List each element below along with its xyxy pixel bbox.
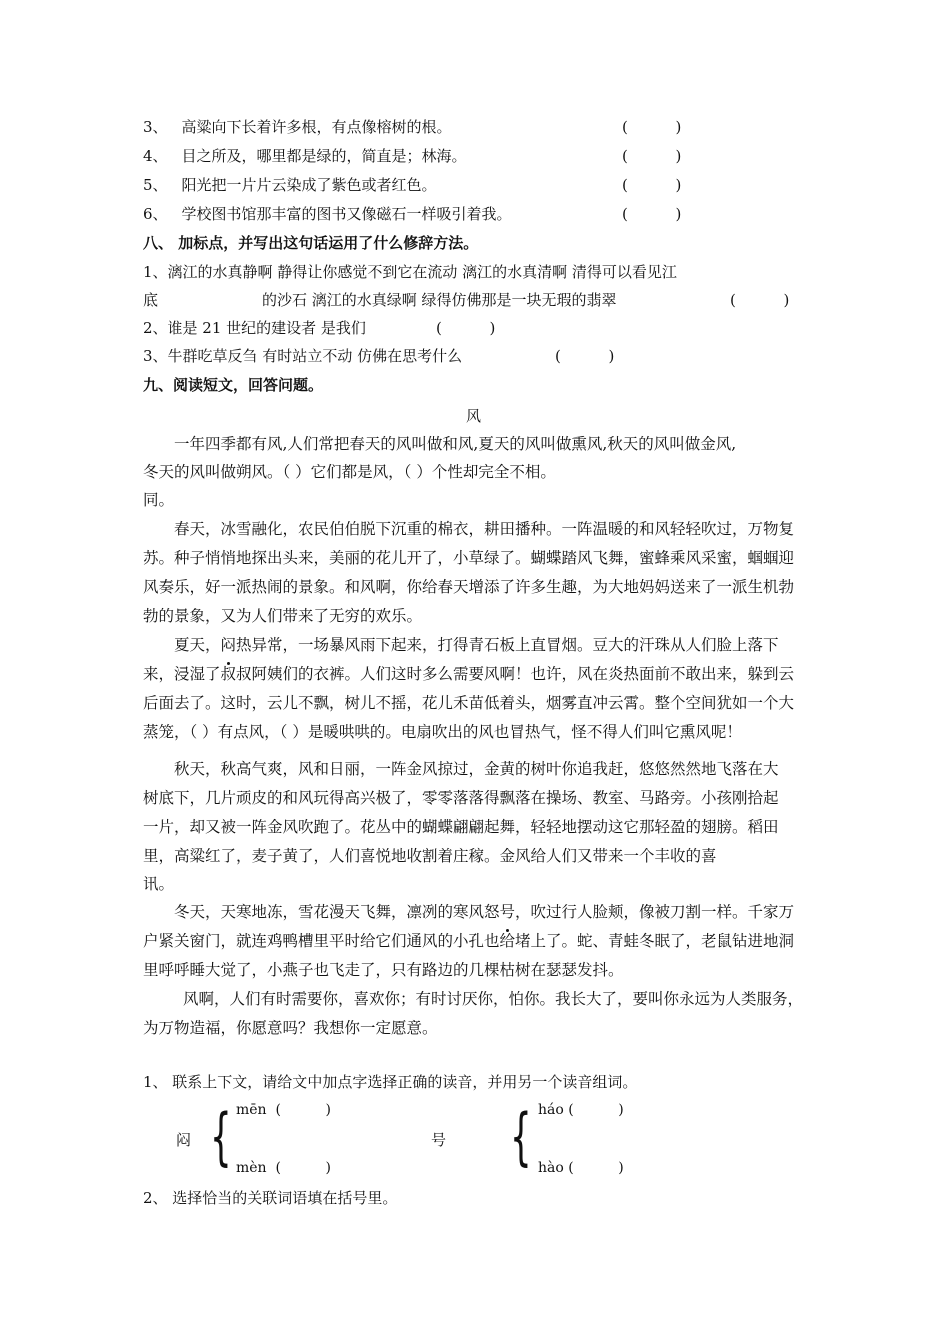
paragraph-autumn-line-5: 讯。 — [143, 875, 175, 893]
pinyin-option: mēn ( ) — [236, 1102, 331, 1118]
question-item-1-cont-b: 的沙石 漓江的水真绿啊 绿得仿佛那是一块无瑕的翡翠 — [262, 291, 617, 309]
paragraph-summer: 夏天，闷热异常，一场暴风雨下起来，打得青石板上直冒烟。豆大的汗珠从人们脸上落下来，浸湿了叔叔阿姨们的衣裤。人们这时多么需要风啊！也许，风在炎热面前不敢出来，躲到云后面去了。这时，云儿不飘，树儿不摇，花儿禾苗低着头，烟雾直冲云霄。整个空间犹如一个大蒸笼，（ ）有点风，（ ）是暖哄哄的。电扇吹出的风也冒热气，怪不得人们叫它熏风呢！ — [143, 631, 808, 747]
question-item-1: 1、漓江的水真静啊 静得让你感觉不到它在流动 漓江的水真清啊 清得可以看见江 — [143, 263, 677, 281]
pinyin-option: mèn ( ) — [236, 1160, 331, 1176]
pinyin-option: háo ( ) — [538, 1102, 624, 1118]
paragraph-closing: 风啊，人们有时需要你，喜欢你；有时讨厌你，怕你。我长大了，要叫你永远为人类服务，为万物造福，你愿意吗？我想你一定愿意。 — [143, 990, 804, 1037]
left-brace-icon: { — [510, 1100, 532, 1173]
paragraph-autumn-line-2: 树底下，几片顽皮的和风玩得高兴极了，零零落落得飘落在操场、教室、马路旁。小孩刚拾起 — [143, 789, 779, 807]
paragraph-1-line-1: 一年四季都有风,人们常把春天的风叫做和风,夏天的风叫做熏风,秋天的风叫做金风, — [174, 435, 737, 453]
question-item-3: 3、牛群吃草反刍 有时站立不动 仿佛在思考什么 — [143, 347, 463, 365]
dotted-char-1: 闷 — [176, 1131, 192, 1149]
list-item: 4、 目之所及，哪里都是绿的，简直是；林海。 — [143, 147, 467, 165]
question-1: 1、 联系上下文，请给文中加点字选择正确的读音，并用另一个读音组词。 — [143, 1073, 638, 1091]
left-brace-icon: { — [210, 1100, 232, 1173]
paragraph-spring: 春天，冰雪融化，农民伯伯脱下沉重的棉衣，耕田播种。一阵温暖的和风轻轻吹过，万物复苏。种子悄悄地探出头来，美丽的花儿开了，小草绿了。蝴蝶踏风飞舞，蜜蜂乘风采蜜，蝈蝈迎风奏乐，好一派热闹的景象。和风啊，你给春天增添了许多生趣，为大地妈妈送来了一派生机勃勃的景象，又为人们带来了无穷的欢乐。 — [143, 520, 795, 625]
list-item: 5、 阳光把一片片云染成了紫色或者红色。 — [143, 176, 437, 194]
list-item: 3、 高粱向下长着许多根，有点像榕树的根。 — [143, 118, 452, 136]
answer-paren[interactable]: ( ) — [622, 147, 682, 165]
answer-paren[interactable]: ( ) — [622, 205, 682, 223]
paragraph-1-line-3: 同。 — [143, 491, 175, 509]
paragraph-autumn-line-4: 里，高粱红了，麦子黄了，人们喜悦地收割着庄稼。金风给人们又带来一个丰收的喜 — [143, 847, 717, 865]
paragraph-1-line-2: 冬天的风叫做朔风。（ ）它们都是风，（ ）个性却完全不相。 — [143, 463, 556, 481]
paragraph-autumn-line-1: 秋天，秋高气爽，风和日丽，一阵金风掠过，金黄的树叶你追我赶，悠悠然然地飞落在大 — [174, 760, 779, 778]
dotted-char: 号 — [500, 898, 516, 927]
answer-paren[interactable]: ( ) — [730, 291, 790, 309]
section-heading-8: 八、 加标点，并写出这句话运用了什么修辞方法。 — [143, 234, 479, 252]
answer-paren[interactable]: ( ) — [622, 176, 682, 194]
answer-paren[interactable]: ( ) — [622, 118, 682, 136]
question-item-1-cont-a: 底 — [143, 291, 159, 309]
answer-paren[interactable]: ( ) — [436, 319, 496, 337]
dotted-char-2: 号 — [431, 1131, 447, 1149]
answer-paren[interactable]: ( ) — [555, 347, 615, 365]
paragraph-winter: 冬天，天寒地冻，雪花漫天飞舞，凛冽的寒风怒号，吹过行人脸颊，像被刀割一样。千家万户紧关窗门，就连鸡鸭槽里平时给它们通风的小孔也给堵上了。蛇、青蛙冬眠了，老鼠钻进地洞里呼呼睡大觉了，小燕子也飞走了，只有路边的几棵枯树在瑟瑟发抖。 — [143, 898, 808, 985]
question-item-2: 2、谁是 21 世纪的建设者 是我们 — [143, 319, 366, 337]
pinyin-option: hào ( ) — [538, 1160, 624, 1176]
paragraph-autumn-line-3: 一片，却又被一阵金风吹跑了。花丛中的蝴蝶翩翩起舞，轻轻地摆动这它那轻盈的翅膀。稻田 — [143, 818, 779, 836]
section-heading-9: 九、阅读短文，回答问题。 — [143, 376, 324, 394]
list-item: 6、 学校图书馆那丰富的图书又像磁石一样吸引着我。 — [143, 205, 512, 223]
question-2: 2、 选择恰当的关联词语填在括号里。 — [143, 1189, 398, 1207]
dotted-char: 闷 — [221, 631, 237, 660]
article-title: 风 — [466, 407, 482, 425]
